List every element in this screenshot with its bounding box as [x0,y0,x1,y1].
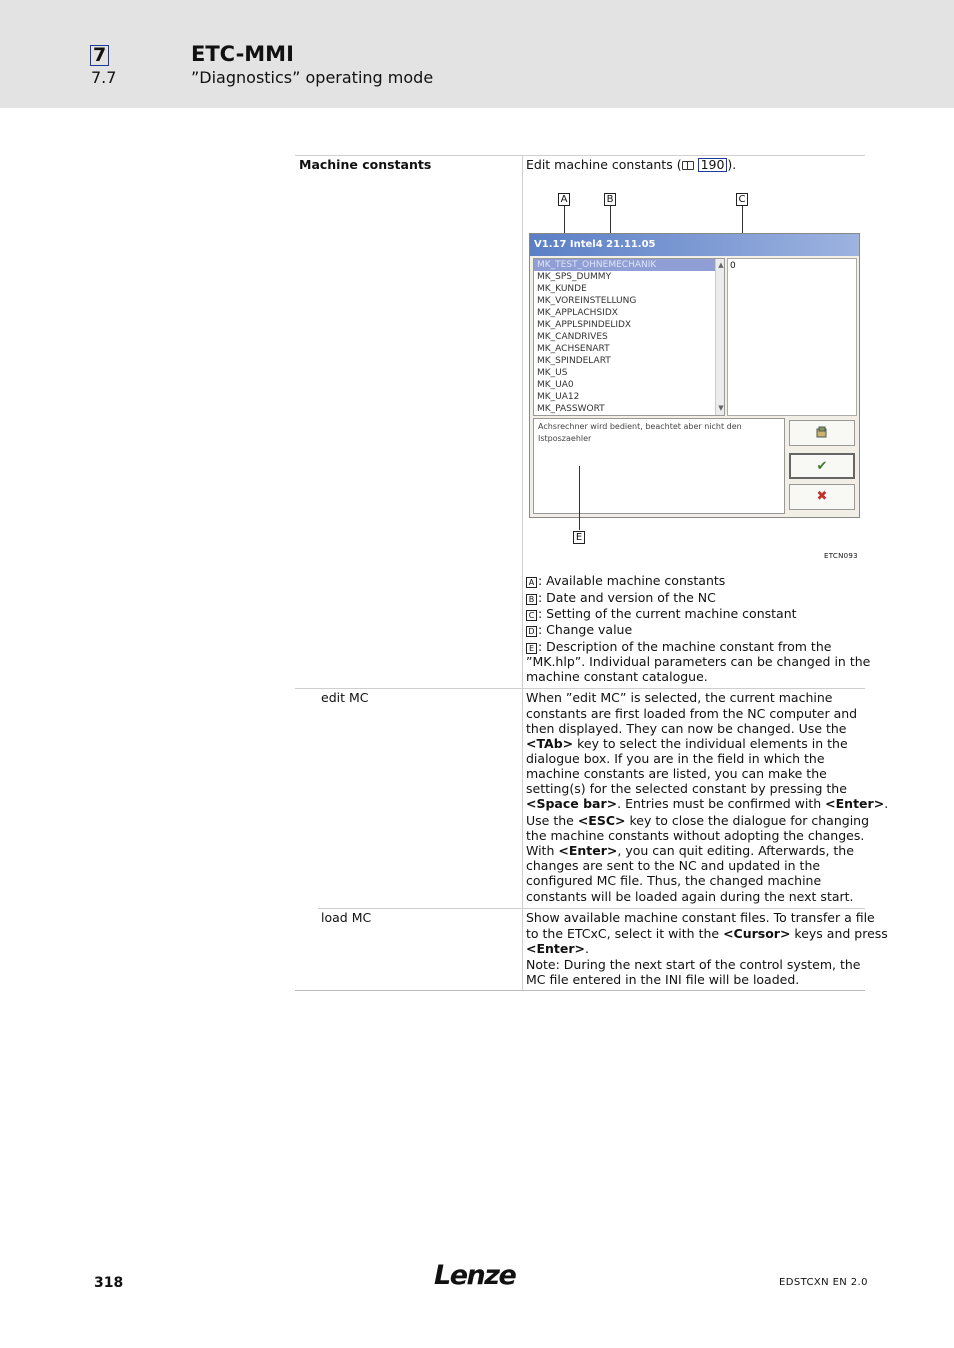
load-mc-text: . [585,941,589,956]
header-band [0,0,954,108]
section-number: 7.7 [91,68,117,87]
table-top-rule [295,155,865,156]
edit-mc-text: key to select the individual elements in the [573,736,848,751]
table-bottom-rule [295,990,865,991]
table-row-rule [295,688,865,689]
enter-key: <Enter> [526,941,586,956]
checkmark-icon: ✔ [816,459,828,474]
edit-mc-text: . Entries must be confirmed with [617,796,826,811]
list-item[interactable]: MK_UA12 [537,392,580,402]
edit-mc-line: changes are sent to the NC and updated in the [526,858,821,873]
load-mc-line [526,941,589,956]
row-label-load-mc: load MC [321,910,372,925]
load-mc-text: keys and press [790,926,888,941]
legend-key: A [526,577,537,588]
edit-mc-line [526,843,854,858]
edit-mc-text: With [526,843,559,858]
edit-mc-line [526,813,869,828]
cancel-button[interactable] [789,484,855,510]
chapter-number[interactable]: 7 [90,45,109,66]
edit-mc-line [526,796,888,811]
list-item[interactable]: MK_APPLACHSIDX [537,308,618,318]
callout-a: A [558,193,570,206]
edit-mc-line: machine constants are listed, you can make the [526,766,827,781]
edit-mc-line: When ”edit MC” is selected, the current machine [526,690,833,705]
intro-prefix: Edit machine constants ( [526,157,682,172]
enter-key: <Enter> [825,796,885,811]
legend-text: : Change value [538,622,633,637]
section-title: ”Diagnostics” operating mode [191,68,434,87]
edit-mc-text: Use the [526,813,578,828]
legend-key: D [526,626,537,637]
edit-mc-line: dialogue box. If you are in the field in which the [526,751,825,766]
list-item[interactable]: MK_UA0 [537,380,574,390]
row-label-machine-constants: Machine constants [299,157,432,172]
list-item[interactable]: MK_SPS_DUMMY [537,272,612,282]
list-item[interactable]: MK_US [537,368,568,378]
legend-text: : Description of the machine constant from the [538,639,832,654]
legend-text: : Setting of the current machine constant [538,606,797,621]
load-mc-line [526,926,888,941]
load-mc-line: Show available machine constant files. To transfer a file [526,910,875,925]
figure-code: ETCN093 [824,552,858,560]
legend-key: B [526,594,537,605]
list-item[interactable]: MK_PASSWORT [537,404,605,414]
list-item[interactable]: MK_APPLSPINDELIDX [537,320,632,330]
legend-e-continuation: ”MK.hlp”. Individual parameters can be changed in the [526,654,871,669]
edit-mc-line: then displayed. They can now be changed. Use the [526,721,847,736]
leader-e [579,466,580,530]
intro-suffix: ). [727,157,737,172]
constants-list[interactable] [533,258,725,416]
callout-e: E [573,531,585,544]
callout-c: C [736,193,748,206]
tab-key: <TAb> [526,736,574,751]
confirm-button[interactable] [789,453,855,479]
scroll-up-icon[interactable]: ▲ [718,261,724,269]
legend-key: E [526,643,537,654]
row-label-edit-mc: edit MC [321,690,369,705]
legend-line-d [526,622,632,637]
change-value-button[interactable] [789,420,855,446]
edit-icon [815,426,829,440]
legend-line-a [526,573,725,588]
callout-b: B [604,193,616,206]
cursor-key: <Cursor> [723,926,791,941]
legend-key: C [526,610,537,621]
edit-mc-text: , you can quit editing. Afterwards, the [617,843,854,858]
edit-mc-line: constants are first loaded from the NC computer and [526,706,858,721]
edit-mc-line [526,736,848,751]
legend-line-b [526,590,716,605]
table-row-rule [318,908,865,909]
edit-mc-text: . [884,796,889,811]
legend-text: : Available machine constants [538,573,726,588]
constant-value-field[interactable]: 0 [727,258,857,416]
page-number: 318 [94,1275,124,1291]
chapter-title: ETC-MMI [191,42,294,66]
list-item[interactable]: MK_CANDRIVES [537,332,608,342]
close-icon: ✖ [816,489,828,504]
lenze-logo: Lenze [434,1260,516,1291]
scroll-down-icon[interactable]: ▼ [718,404,724,412]
edit-mc-line: constants will be loaded again during the next start. [526,889,854,904]
edit-mc-line: setting(s) for the selected constant by pressing the [526,781,847,796]
constant-description-box: Achsrechner wird bedient, beachtet aber nicht den Istposzaehler [533,418,785,514]
table-column-divider [522,155,523,990]
list-item[interactable]: MK_VOREINSTELLUNG [537,296,637,306]
edit-mc-line: configured MC file. Thus, the changed machine [526,873,822,888]
list-item[interactable]: MK_KUNDE [537,284,587,294]
list-scrollbar[interactable] [715,259,725,415]
space-key: <Space bar> [526,796,618,811]
legend-line-c [526,606,797,621]
book-icon [682,161,694,170]
load-mc-line: MC file entered in the INI file will be loaded. [526,972,800,987]
esc-key: <ESC> [577,813,626,828]
legend-text: : Date and version of the NC [538,590,716,605]
load-mc-line: Note: During the next start of the control system, the [526,957,861,972]
dialog-title-bar: V1.17 Intel4 21.11.05 [530,234,859,256]
load-mc-text: to the ETCxC, select it with the [526,926,724,941]
page-ref-link[interactable]: 190 [698,158,728,172]
intro-text [526,157,736,172]
legend-e-continuation: machine constant catalogue. [526,669,708,684]
enter-key: <Enter> [558,843,618,858]
list-item[interactable]: MK_ACHSENART [537,344,610,354]
edit-mc-text: key to close the dialogue for changing [625,813,870,828]
edit-mc-line: the machine constants without adopting the changes. [526,828,865,843]
list-item[interactable]: MK_TEST_OHNEMECHANIK [534,259,724,271]
document-id: EDSTCXN EN 2.0 [779,1277,868,1288]
list-item[interactable]: MK_SPINDELART [537,356,611,366]
legend-line-e [526,639,831,654]
